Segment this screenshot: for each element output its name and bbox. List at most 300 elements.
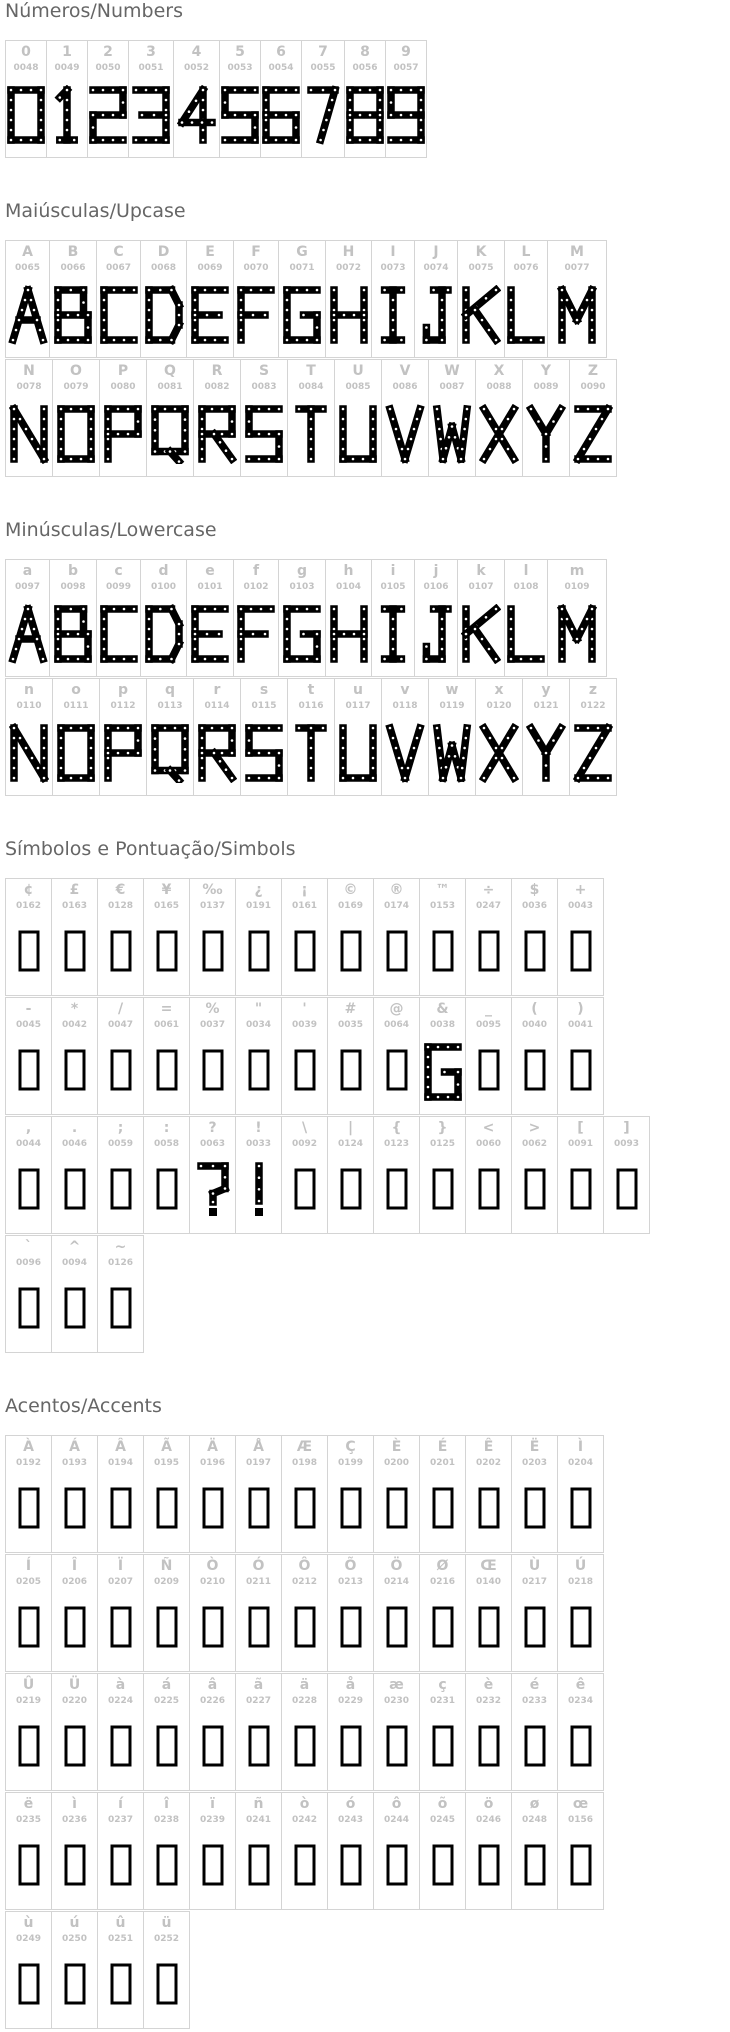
character-label: ® (389, 882, 404, 898)
glyph-star-dot (441, 628, 444, 631)
glyph-star-dot (566, 618, 569, 621)
character-code: 0153 (429, 901, 456, 911)
glyph-star-dot (349, 139, 352, 142)
glyph-star-dot (461, 767, 464, 770)
glyph-cell (465, 1554, 512, 1672)
glyph-preview (190, 604, 230, 664)
character-label: d (158, 563, 169, 579)
glyph-star-dot (310, 428, 313, 431)
glyph-star-dot (426, 1066, 429, 1069)
glyph-star-dot (57, 638, 60, 641)
missing-glyph-box-icon (339, 1843, 363, 1887)
character-label: ã (253, 1677, 264, 1693)
glyph-star-dot (597, 458, 600, 461)
glyph-star-dot (268, 408, 271, 411)
glyph-star-dot (240, 628, 243, 631)
glyph-cell (419, 1673, 466, 1791)
glyph-star-dot (295, 114, 298, 117)
character-label: s (259, 682, 269, 698)
glyph-star-dot (43, 757, 46, 760)
missing-glyph-outline (296, 1846, 314, 1884)
glyph-cell (143, 1116, 190, 1234)
missing-glyph-outline (342, 1051, 360, 1089)
character-code: 0229 (337, 1696, 364, 1706)
glyph-star-dot (60, 737, 63, 740)
glyph-preview (461, 604, 501, 664)
glyph-star-dot (248, 739, 251, 742)
character-label: p (117, 682, 129, 698)
glyph-star-dot (201, 438, 204, 441)
glyph-star-dot (597, 727, 600, 730)
glyph-star-dot (90, 727, 93, 730)
character-code: 0218 (567, 1577, 594, 1587)
glyph-cell (557, 1554, 604, 1672)
glyph-star-dot (43, 737, 46, 740)
glyph-cell (419, 1435, 466, 1553)
glyph-stroke (14, 728, 44, 778)
missing-glyph-box-icon (339, 1605, 363, 1649)
glyph-star-dot (407, 767, 410, 770)
glyph-star-dot (389, 727, 392, 730)
glyph-cell (240, 678, 288, 796)
glyph-star-dot (362, 314, 365, 317)
glyph-star-dot (270, 289, 273, 292)
glyph-star-dot (286, 329, 289, 332)
character-label: ø (529, 1796, 540, 1812)
character-code: 0116 (298, 701, 324, 711)
missing-glyph-outline (204, 1489, 222, 1527)
glyph-star-dot (211, 1192, 214, 1195)
glyph-star-dot (591, 339, 594, 342)
glyph-star-dot (102, 299, 105, 302)
glyph-cell (511, 1673, 558, 1791)
character-label: å (345, 1677, 356, 1693)
glyph-star-dot (310, 89, 313, 92)
character-code: 0078 (16, 382, 42, 392)
missing-glyph-box-icon (155, 1486, 179, 1530)
character-code: 0202 (475, 1458, 502, 1468)
character-label: 6 (276, 44, 286, 60)
glyph-cell (233, 240, 279, 358)
missing-glyph-box-icon (477, 929, 501, 973)
missing-glyph-box-icon (63, 1843, 87, 1887)
glyph-star-dot (362, 289, 365, 292)
glyph-star-dot (437, 737, 440, 740)
glyph-star-dot (349, 114, 352, 117)
missing-glyph-box-icon (109, 1724, 133, 1768)
glyph-star-dot (392, 648, 395, 651)
glyph-preview (573, 404, 613, 464)
character-label: * (70, 1001, 79, 1017)
glyph-cell (373, 1435, 420, 1553)
glyph-star-dot (513, 777, 516, 780)
glyph-cell (301, 40, 345, 158)
glyph-star-dot (184, 759, 187, 762)
character-code: 0228 (291, 1696, 318, 1706)
glyph-star-dot (254, 126, 257, 129)
character-label: Z (587, 363, 599, 379)
glyph-star-dot (67, 633, 70, 636)
glyph-star-dot (265, 114, 268, 117)
glyph-star-dot (316, 339, 319, 342)
glyph-cell (97, 1673, 144, 1791)
glyph-cell (381, 678, 429, 796)
character-code: 0072 (335, 263, 362, 273)
glyph-star-dot (352, 458, 355, 461)
character-label: F (251, 244, 261, 260)
glyph-star-dot (265, 139, 268, 142)
missing-glyph-outline (20, 1170, 38, 1208)
missing-glyph-box-icon (247, 1843, 271, 1887)
glyph-star-dot (240, 608, 243, 611)
glyph-star-dot (13, 428, 16, 431)
glyph-cell (128, 40, 174, 158)
glyph-star-dot (460, 777, 463, 780)
glyph-star-dot (240, 339, 243, 342)
glyph-star-dot (442, 458, 445, 461)
glyph-star-dot (194, 100, 197, 103)
missing-glyph-box-icon (247, 929, 271, 973)
character-label: % (205, 1001, 220, 1017)
glyph-star-dot (248, 777, 251, 780)
glyph-star-dot (40, 99, 43, 102)
missing-glyph-outline (434, 932, 452, 970)
glyph-star-dot (583, 767, 586, 770)
character-code: 0071 (289, 263, 315, 273)
glyph-star-dot (200, 121, 203, 124)
glyph-cell (97, 1435, 144, 1553)
glyph-star-dot (248, 752, 251, 755)
missing-glyph-outline (250, 1727, 268, 1765)
glyph-star-dot (465, 314, 468, 317)
glyph-cell (143, 1911, 190, 2029)
character-code: 0241 (245, 1815, 272, 1825)
glyph-star-dot (60, 448, 63, 451)
missing-glyph-box-icon (63, 1286, 87, 1330)
character-label: . (71, 1120, 78, 1136)
character-label: b (67, 563, 79, 579)
missing-glyph-box-icon (615, 1167, 639, 1211)
glyph-preview (103, 723, 143, 783)
character-label: ( (531, 1001, 538, 1017)
glyph-star-dot (32, 309, 35, 312)
character-label: l (523, 563, 529, 579)
character-label: ì (72, 1796, 77, 1812)
glyph-star-dot (170, 289, 173, 292)
glyph-row (5, 359, 616, 477)
glyph-star-dot (258, 408, 261, 411)
missing-glyph-outline (480, 932, 498, 970)
missing-glyph-outline (66, 1051, 84, 1089)
glyph-cell (96, 240, 141, 358)
glyph-star-dot (122, 339, 125, 342)
glyph-star-dot (310, 767, 313, 770)
glyph-preview (190, 285, 230, 345)
missing-glyph-box-icon (523, 1167, 547, 1211)
character-label: Ã (161, 1439, 172, 1455)
character-label: $ (529, 882, 540, 898)
glyph-star-dot (400, 114, 403, 117)
glyph-star-dot (571, 309, 574, 312)
glyph-star-dot (296, 658, 299, 661)
character-label: Ú (574, 1558, 587, 1574)
glyph-star-dot (40, 119, 43, 122)
missing-glyph-box-icon (523, 1605, 547, 1649)
glyph-stroke (321, 90, 335, 140)
glyph-star-dot (80, 408, 83, 411)
character-code: 0113 (157, 701, 183, 711)
glyph-star-dot (426, 1046, 429, 1049)
glyph-star-dot (154, 429, 157, 432)
glyph-cell (51, 878, 98, 996)
glyph-star-dot (57, 633, 60, 636)
glyph-star-dot (607, 727, 610, 730)
glyph-stroke (209, 1208, 217, 1216)
glyph-star-dot (443, 1071, 446, 1074)
glyph-preview (291, 723, 331, 783)
character-label: w (445, 682, 459, 698)
glyph-star-dot (332, 608, 335, 611)
glyph-star-dot (257, 1165, 260, 1168)
glyph-cell (504, 559, 548, 677)
glyph-cell (547, 240, 607, 358)
glyph-star-dot (102, 329, 105, 332)
glyph-star-dot (122, 114, 125, 117)
glyph-star-dot (231, 727, 234, 730)
glyph-star-dot (332, 339, 335, 342)
glyph-star-dot (400, 139, 403, 142)
glyph-star-dot (441, 309, 444, 312)
glyph-stroke (60, 90, 67, 98)
glyph-star-dot (401, 448, 404, 451)
glyph-star-dot (258, 433, 261, 436)
glyph-star-dot (278, 752, 281, 755)
glyph-cell (522, 359, 570, 477)
missing-glyph-outline (112, 1289, 130, 1327)
glyph-star-dot (328, 109, 331, 112)
character-code: 0119 (439, 701, 465, 711)
character-code: 0235 (15, 1815, 42, 1825)
glyph-star-dot (240, 319, 243, 322)
glyph-star-dot (413, 428, 416, 431)
glyph-star-dot (463, 428, 466, 431)
glyph-star-dot (82, 289, 85, 292)
glyph-cell (457, 559, 505, 677)
glyph-star-dot (107, 438, 110, 441)
glyph-cell (327, 1792, 374, 1910)
glyph-star-dot (454, 436, 457, 439)
character-label: K (475, 244, 487, 260)
glyph-star-dot (206, 314, 209, 317)
glyph-star-dot (342, 448, 345, 451)
glyph-star-dot (122, 289, 125, 292)
glyph-star-dot (342, 747, 345, 750)
character-label: z (588, 682, 598, 698)
glyph-star-dot (583, 448, 586, 451)
glyph-star-dot (107, 777, 110, 780)
glyph-star-dot (265, 109, 268, 112)
glyph-star-dot (537, 739, 540, 742)
glyph-cell (5, 240, 50, 358)
glyph-star-dot (379, 119, 382, 122)
glyph-star-dot (201, 777, 204, 780)
glyph-preview (150, 404, 190, 464)
character-code: 0091 (567, 1139, 594, 1149)
glyph-star-dot (501, 438, 504, 441)
glyph-star-dot (225, 768, 228, 771)
glyph-star-dot (495, 438, 498, 441)
character-code: 0196 (199, 1458, 226, 1468)
glyph-star-dot (587, 777, 590, 780)
character-code: 0098 (60, 582, 86, 592)
missing-glyph-outline (20, 932, 38, 970)
glyph-star-dot (107, 737, 110, 740)
character-code: 0107 (468, 582, 494, 592)
glyph-star-dot (184, 429, 187, 432)
glyph-cell (557, 878, 604, 996)
glyph-preview (9, 723, 49, 783)
glyph-cell (87, 40, 129, 158)
character-label: = (160, 1001, 173, 1017)
glyph-star-dot (154, 418, 157, 421)
glyph-preview (197, 404, 237, 464)
glyph-cell (465, 878, 512, 996)
glyph-star-dot (41, 339, 44, 342)
missing-glyph-box-icon (569, 929, 593, 973)
glyph-preview (303, 85, 343, 145)
character-code: 0058 (153, 1139, 180, 1149)
character-code: 0041 (567, 1020, 594, 1030)
glyph-star-dot (57, 618, 60, 621)
glyph-star-dot (23, 299, 26, 302)
glyph-star-dot (495, 339, 498, 342)
glyph-star-dot (465, 648, 468, 651)
glyph-star-dot (576, 638, 579, 641)
character-code: 0213 (337, 1577, 364, 1587)
glyph-row (5, 40, 426, 158)
glyph-star-dot (57, 299, 60, 302)
character-code: 0111 (63, 701, 89, 711)
glyph-star-dot (122, 139, 125, 142)
glyph-star-dot (127, 433, 130, 436)
glyph-star-dot (372, 448, 375, 451)
missing-glyph-outline (526, 1846, 544, 1884)
glyph-star-dot (306, 658, 309, 661)
glyph-cell (557, 1116, 604, 1234)
glyph-star-dot (154, 759, 157, 762)
character-label: ò (299, 1796, 310, 1812)
glyph-preview (197, 723, 237, 783)
glyph-star-dot (224, 339, 227, 342)
glyph-star-dot (310, 418, 313, 421)
character-code: 0055 (310, 63, 336, 73)
glyph-star-dot (322, 129, 325, 132)
glyph-star-dot (390, 139, 393, 142)
glyph-star-dot (552, 739, 555, 742)
glyph-cell (522, 678, 570, 796)
glyph-preview (9, 404, 49, 464)
glyph-star-dot (352, 777, 355, 780)
missing-glyph-outline (342, 1727, 360, 1765)
glyph-star-dot (439, 757, 442, 760)
missing-glyph-box-icon (247, 1048, 271, 1092)
character-code: 0207 (107, 1577, 134, 1587)
glyph-star-dot (13, 767, 16, 770)
glyph-star-dot (369, 139, 372, 142)
glyph-cell (428, 359, 476, 477)
missing-glyph-box-icon (63, 1048, 87, 1092)
glyph-cell (97, 1911, 144, 2029)
glyph-star-dot (82, 620, 85, 623)
missing-glyph-box-icon (155, 1843, 179, 1887)
glyph-star-dot (296, 289, 299, 292)
glyph-star-dot (489, 737, 492, 740)
glyph-cell (189, 1116, 236, 1234)
glyph-star-dot (201, 129, 204, 132)
glyph-star-dot (495, 289, 498, 292)
character-code: 0099 (105, 582, 132, 592)
section-title: Acentos/Accents (5, 1395, 162, 1417)
glyph-cell (146, 359, 194, 477)
missing-glyph-box-icon (523, 1843, 547, 1887)
glyph-cell (325, 240, 372, 358)
glyph-star-dot (488, 329, 491, 332)
glyph-star-dot (454, 755, 457, 758)
character-code: 0088 (486, 382, 512, 392)
glyph-cell (414, 559, 458, 677)
glyph-star-dot (87, 633, 90, 636)
glyph-star-dot (177, 643, 180, 646)
missing-glyph-outline (296, 932, 314, 970)
glyph-star-dot (278, 764, 281, 767)
character-code: 0096 (15, 1258, 42, 1268)
glyph-star-dot (258, 458, 261, 461)
character-code: 0248 (521, 1815, 548, 1825)
glyph-star-dot (561, 329, 564, 332)
glyph-star-dot (257, 1200, 260, 1203)
glyph-star-dot (19, 737, 22, 740)
glyph-cell (569, 359, 617, 477)
glyph-preview (239, 1161, 279, 1221)
missing-glyph-outline (296, 1489, 314, 1527)
missing-glyph-outline (572, 1170, 590, 1208)
glyph-star-dot (82, 608, 85, 611)
glyph-star-dot (201, 139, 204, 142)
glyph-star-dot (31, 438, 34, 441)
glyph-star-dot (595, 428, 598, 431)
character-label: G (296, 244, 308, 260)
glyph-star-dot (561, 289, 564, 292)
glyph-stroke (466, 609, 496, 634)
glyph-star-dot (352, 314, 355, 317)
character-label: £ (69, 882, 80, 898)
character-label: é (529, 1677, 540, 1693)
glyph-star-dot (107, 408, 110, 411)
missing-glyph-box-icon (109, 1962, 133, 2006)
missing-glyph-outline (296, 1051, 314, 1089)
missing-glyph-box-icon (339, 1486, 363, 1530)
glyph-cell (49, 559, 97, 677)
glyph-cell (51, 1554, 98, 1672)
missing-glyph-outline (388, 932, 406, 970)
glyph-cell (334, 678, 382, 796)
missing-glyph-box-icon (431, 1605, 455, 1649)
glyph-star-dot (90, 428, 93, 431)
missing-glyph-box-icon (17, 1167, 41, 1211)
character-code: 0097 (14, 582, 41, 592)
character-label: D (157, 244, 170, 260)
glyph-stroke (475, 310, 496, 340)
